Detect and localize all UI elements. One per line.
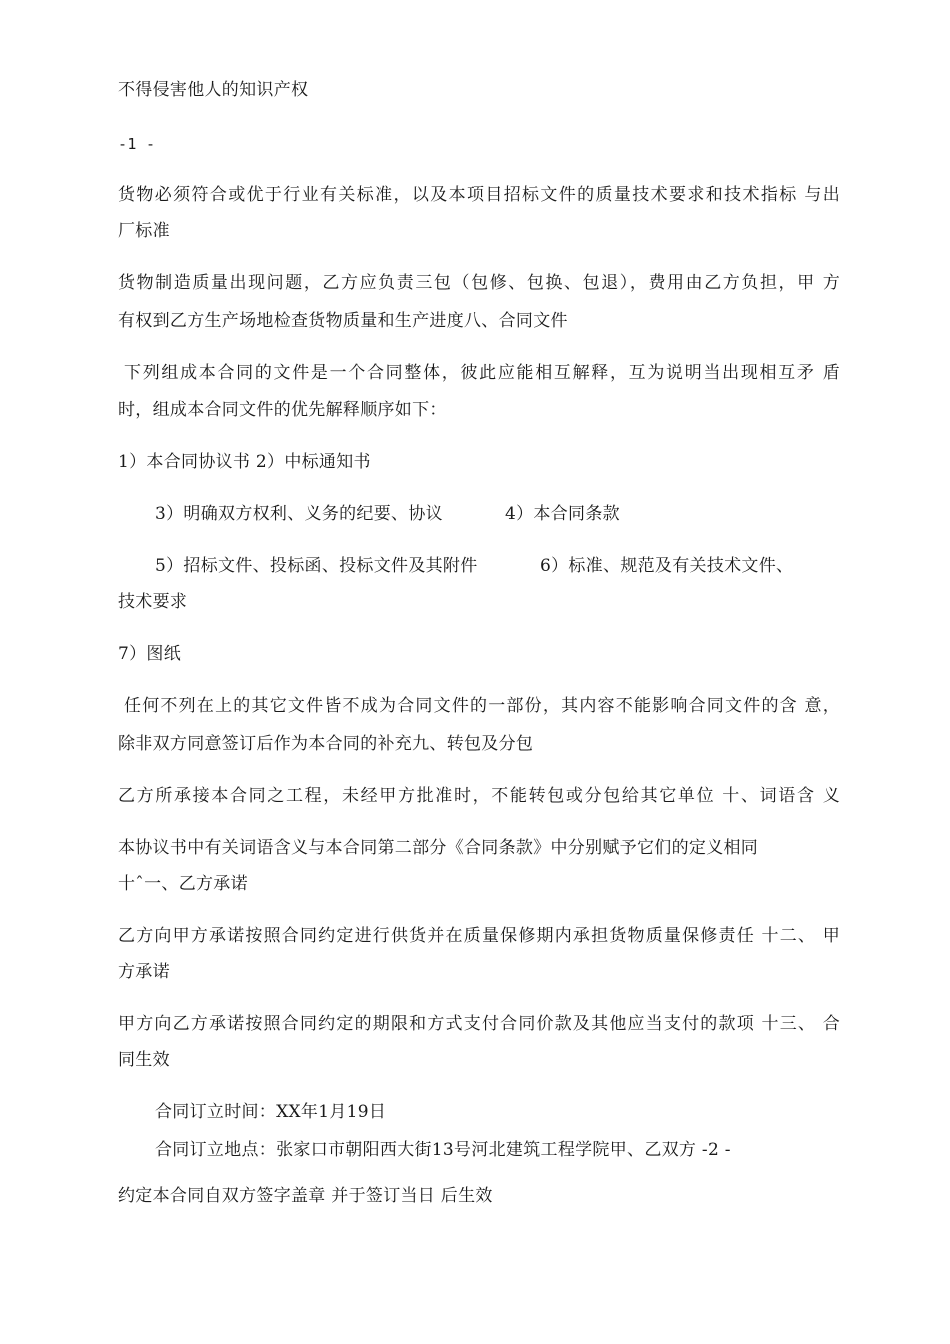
text-line-documents-cont: 时，组成本合同文件的优先解释顺序如下：: [118, 400, 447, 420]
text-line-party-b-promise-cont: 方承诺: [118, 962, 170, 982]
text-line-standards-cont: 厂标准: [118, 221, 170, 241]
list-item-7: 7）图纸: [118, 644, 182, 664]
list-item-6: 6）标准、规范及有关技术文件、: [540, 556, 794, 576]
text-line-party-a-promise-cont: 同生效: [118, 1050, 170, 1070]
text-line-other-docs-cont: 除非双方同意签订后作为本合同的补充九、转包及分包: [118, 734, 534, 754]
text-line-party-b-promise: 乙方向甲方承诺按照合同约定进行供货并在质量保修期内承担货物质量保修责任 十二、 甲: [118, 926, 840, 946]
list-item-4: 4）本合同条款: [505, 504, 620, 524]
contract-place: 合同订立地点：张家口市朝阳西大街13号河北建筑工程学院甲、乙双方 -2 -: [155, 1140, 731, 1160]
text-line-effective: 约定本合同自双方签字盖章 并于签订当日 后生效: [118, 1186, 493, 1206]
text-line-documents: 下列组成本合同的文件是一个合同整体，彼此应能相互解释，互为说明当出现相互矛 盾: [124, 363, 840, 383]
text-line-quality-cont: 有权到乙方生产场地检查货物质量和生产进度八、合同文件: [118, 311, 568, 331]
text-line-other-docs: 任何不列在上的其它文件皆不成为合同文件的一部份，其内容不能影响合同文件的含 意，: [124, 696, 840, 716]
contract-date: 合同订立时间：XX年1月19日: [155, 1102, 387, 1122]
list-item-3: 3）明确双方权利、义务的纪要、协议: [155, 504, 443, 524]
list-item-1-2: 1）本合同协议书 2）中标通知书: [118, 452, 371, 472]
text-line-subcontract: 乙方所承接本合同之工程，未经甲方批准时，不能转包或分包给其它单位 十、词语含 义: [118, 786, 840, 806]
text-line-definitions: 本协议书中有关词语含义与本合同第二部分《合同条款》中分别赋予它们的定义相同: [118, 838, 759, 858]
list-item-5: 5）招标文件、投标函、投标文件及其附件: [155, 556, 478, 576]
text-line-party-a-promise: 甲方向乙方承诺按照合同约定的期限和方式支付合同价款及其他应当支付的款项 十三、 合: [118, 1014, 840, 1034]
text-line-ip: 不得侵害他人的知识产权: [118, 80, 309, 100]
text-line-quality: 货物制造质量出现问题，乙方应负责三包（包修、包换、包退），费用由乙方负担，甲 方: [118, 273, 840, 293]
text-line-standards: 货物必须符合或优于行业有关标准，以及本项目招标文件的质量技术要求和技术指标 与出: [118, 185, 840, 205]
list-item-6-cont: 技术要求: [118, 592, 188, 612]
section-heading-party-b-promise: 十ˆ一、乙方承诺: [118, 874, 248, 894]
page-number-1: -1 -: [118, 135, 156, 153]
